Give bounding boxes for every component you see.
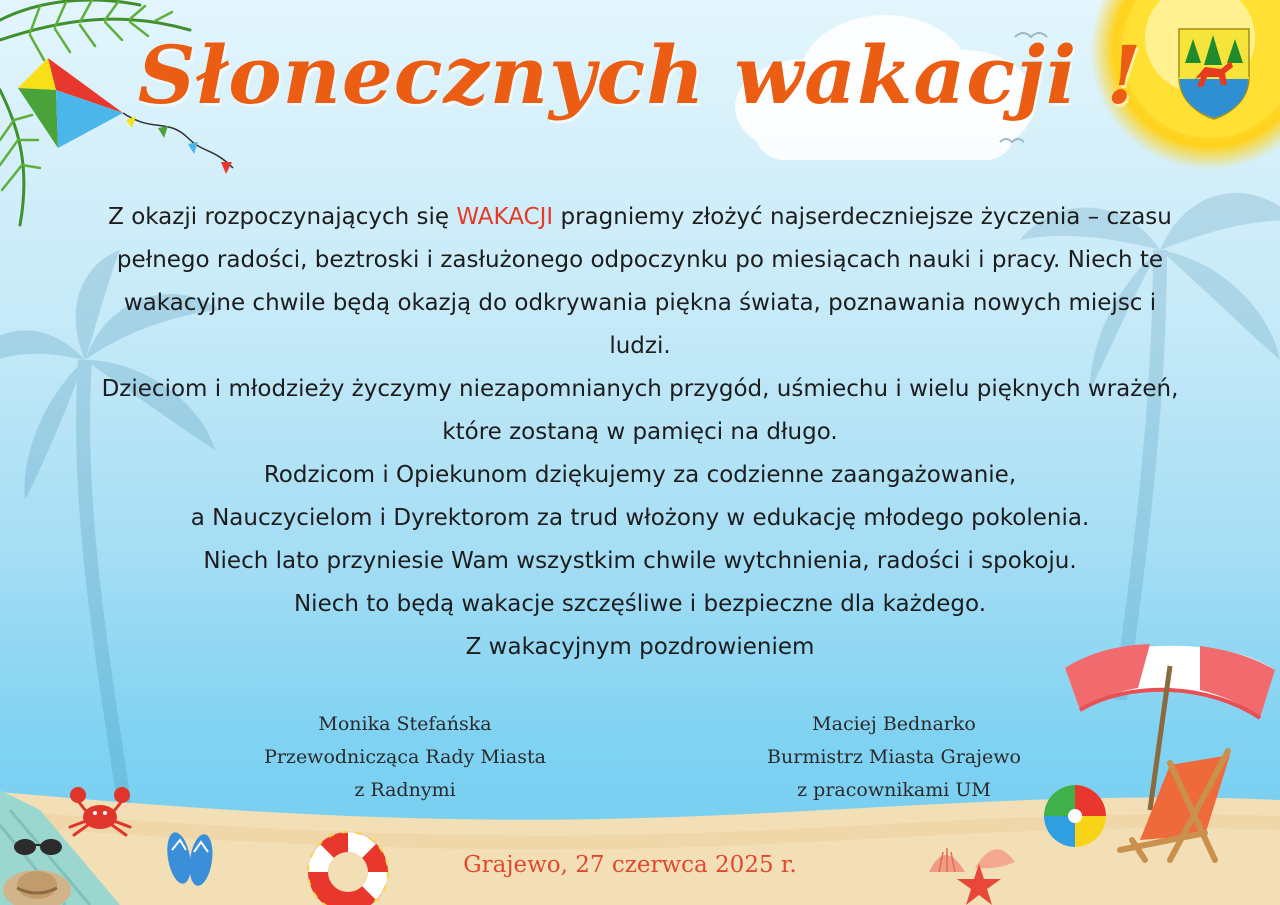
message-paragraph: Rodzicom i Opiekunom dziękujemy za codzienne zaangażowanie, (263, 462, 1017, 488)
message-paragraph: Niech lato przyniesie Wam wszystkim chwile wytchnienia, radości i spokoju. (203, 548, 1077, 574)
signatory-name: Maciej Bednarko (812, 713, 976, 735)
message-paragraph: Z wakacyjnym pozdrowieniem (465, 634, 815, 660)
message-text: pragniemy złożyć najserdeczniejsze życzenia – czasu pełnego radości, beztroski i zasłużonego odpoczynku po miesiącach nauki i pracy. Niech te wakacyjne chwile będą okazją do odkrywania piękna świata, poznawania nowych miejsc i ludzi. (116, 204, 1172, 359)
message-paragraph: Niech to będą wakacje szczęśliwe i bezpieczne dla każdego. (293, 591, 987, 617)
place-and-date: Grajewo, 27 czerwca 2025 r. (463, 852, 797, 878)
signatory-role: Burmistrz Miasta Grajewo (767, 746, 1021, 768)
message-paragraph: Dzieciom i młodzieży życzymy niezapomnianych przygód, uśmiechu i wielu pięknych wrażeń, które zostaną w pamięci na długo. (101, 376, 1179, 445)
signatory-role: Przewodnicząca Rady Miasta (264, 746, 546, 768)
message-text: Z okazji rozpoczynających się (108, 204, 450, 230)
greeting-title: Słonecznych wakacji ! (137, 28, 1143, 122)
signatory-with: z pracownikami UM (797, 779, 991, 801)
greeting-message (100, 196, 1180, 669)
message-paragraph (100, 196, 1180, 368)
signature-block-left (185, 708, 625, 807)
signature-block-right (674, 708, 1114, 807)
crab-icon (66, 783, 134, 839)
signatory-with: z Radnymi (354, 779, 456, 801)
highlighted-word: WAKACJI (456, 204, 554, 230)
signatory-name: Monika Stefańska (318, 713, 492, 735)
message-paragraph: a Nauczycielom i Dyrektorom za trud włożony w edukację młodego pokolenia. (190, 505, 1090, 531)
deck-chair-icon (1110, 745, 1250, 865)
